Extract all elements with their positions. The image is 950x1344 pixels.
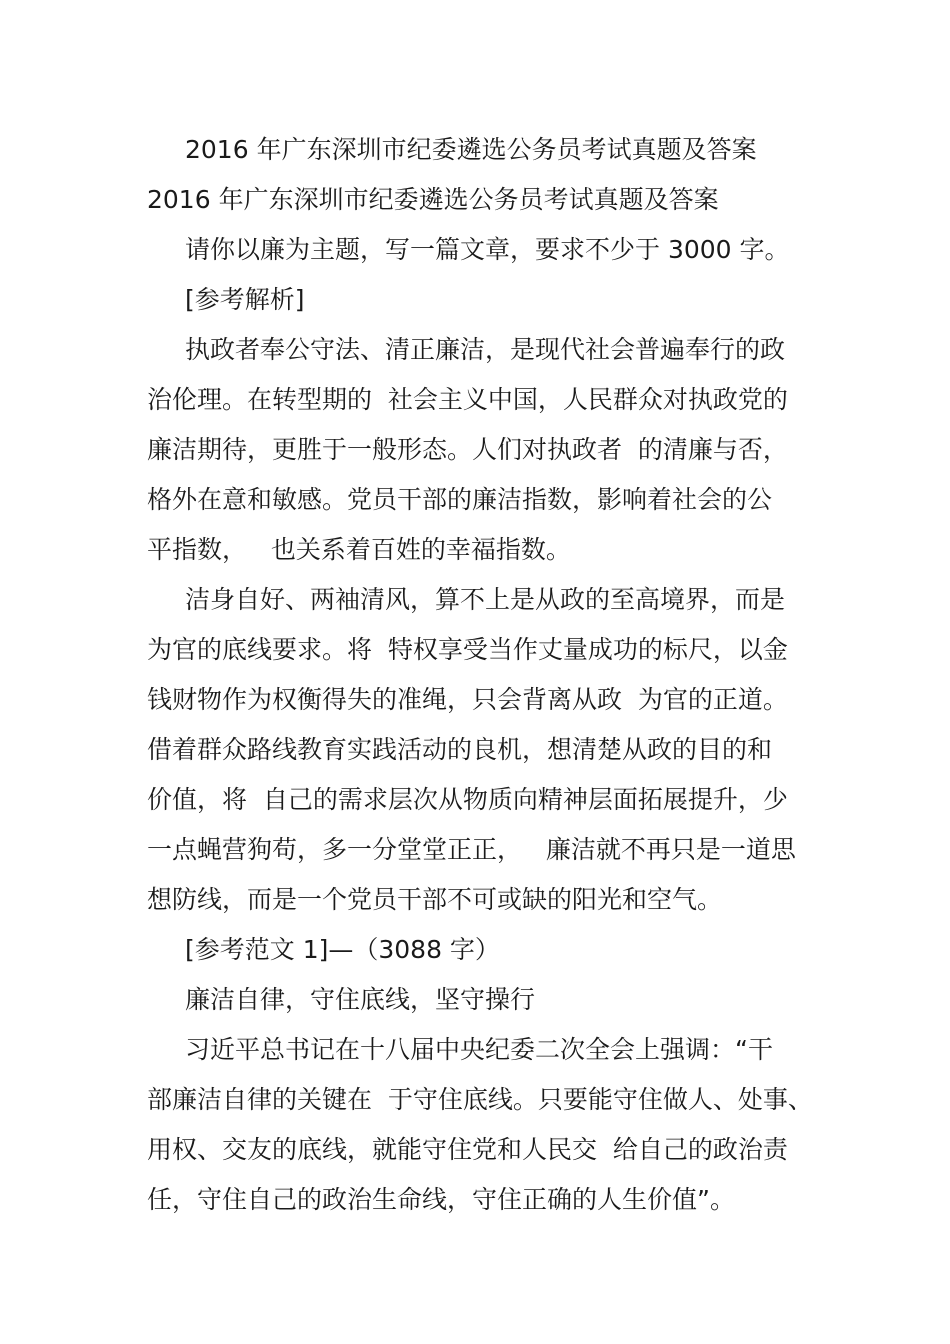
analysis-paragraph-1-line: 廉洁期待，更胜于一般形态。人们对执政者 的清廉与否， (147, 435, 788, 464)
analysis-paragraph-2-line: 一点蝇营狗苟，多一分堂堂正正， 廉洁就不再只是一道思 (147, 835, 796, 864)
essay-paragraph-1-line: 习近平总书记在十八届中央纪委二次全会上强调：“干 (185, 1035, 773, 1064)
analysis-paragraph-1-line: 执政者奉公守法、清正廉洁，是现代社会普遍奉行的政 (185, 335, 786, 364)
sample-essay-heading: [参考范文 1]—（3088 字） (185, 935, 500, 964)
essay-paragraph-1-line: 任，守住自己的政治生命线，守住正确的人生价值”。 (147, 1185, 735, 1214)
essay-paragraph-1-line: 部廉洁自律的关键在 于守住底线。只要能守住做人、处事、 (147, 1085, 813, 1114)
essay-task: 请你以廉为主题，写一篇文章，要求不少于 3000 字。 (185, 235, 790, 264)
document-title-repeat: 2016 年广东深圳市纪委遴选公务员考试真题及答案 (147, 185, 719, 214)
reference-heading: [参考解析] (185, 285, 305, 314)
analysis-paragraph-2-line: 洁身自好、两袖清风，算不上是从政的至高境界，而是 (185, 585, 786, 614)
analysis-paragraph-1-line: 平指数， 也关系着百姓的幸福指数。 (147, 535, 571, 564)
document-title: 2016 年广东深圳市纪委遴选公务员考试真题及答案 (185, 135, 757, 164)
analysis-paragraph-2-line: 想防线，而是一个党员干部不可或缺的阳光和空气。 (147, 885, 723, 914)
analysis-paragraph-2-line: 为官的底线要求。将 特权享受当作丈量成功的标尺，以金 (147, 635, 788, 664)
analysis-paragraph-1-line: 治伦理。在转型期的 社会主义中国，人民群众对执政党的 (147, 385, 788, 414)
analysis-paragraph-1-line: 格外在意和敏感。党员干部的廉洁指数，影响着社会的公 (147, 485, 773, 514)
analysis-paragraph-2-line: 价值，将 自己的需求层次从物质向精神层面拓展提升，少 (147, 785, 788, 814)
analysis-paragraph-2-line: 借着群众路线教育实践活动的良机，想清楚从政的目的和 (147, 735, 773, 764)
analysis-paragraph-2-line: 钱财物作为权衡得失的准绳，只会背离从政 为官的正道。 (147, 685, 788, 714)
essay-paragraph-1-line: 用权、交友的底线，就能守住党和人民交 给自己的政治责 (147, 1135, 788, 1164)
essay-title: 廉洁自律，守住底线，坚守操行 (185, 985, 536, 1014)
